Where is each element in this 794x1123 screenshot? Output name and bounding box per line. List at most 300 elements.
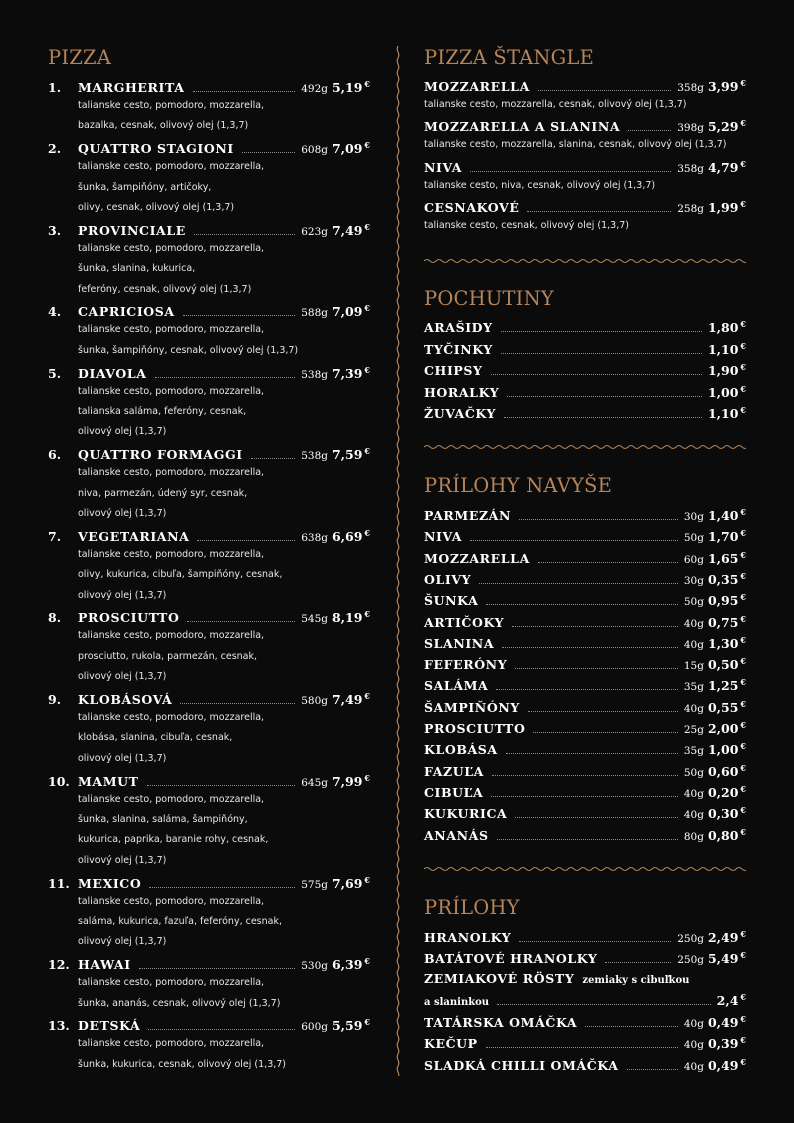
item-price: 0,95 €: [707, 592, 746, 609]
dot-leader: [538, 90, 671, 91]
item-price: 7,49 €: [331, 691, 370, 707]
euro-sign: €: [740, 741, 746, 752]
item-price: 1,30 €: [707, 634, 746, 651]
item-description: saláma, kukurica, fazuľa, feferóny, cesnak,: [78, 916, 282, 927]
item-weight: 608g: [301, 144, 328, 157]
menu-item-kecup: [424, 1035, 746, 1053]
euro-sign: €: [740, 698, 746, 709]
item-weight: 40g: [683, 617, 704, 630]
dot-leader: [139, 968, 296, 969]
item-name: TYČINKY: [424, 341, 493, 357]
euro-sign: €: [364, 140, 370, 151]
item-weight: 575g: [301, 878, 328, 891]
item-name: MOZZARELLA: [424, 79, 530, 94]
item-number: 6.: [48, 447, 62, 463]
item-price: 7,99 €: [331, 772, 370, 789]
navyse-item: [424, 741, 746, 759]
item-name: NIVA: [424, 529, 463, 545]
euro-sign: €: [364, 303, 370, 314]
euro-sign: €: [740, 762, 746, 773]
dot-leader: [470, 171, 671, 172]
navyse-item: [424, 635, 746, 653]
item-weight: 40g: [683, 787, 704, 800]
item-weight: 15g: [683, 660, 704, 673]
item-name: SLANINA: [424, 635, 495, 651]
euro-sign: €: [740, 677, 746, 688]
item-price: 1,00 €: [707, 383, 746, 400]
item-price: 2,49 €: [707, 929, 746, 945]
item-weight: 50g: [683, 596, 704, 609]
menu-item-zemiakove-rosty: [424, 971, 746, 989]
item-description: olivový olej (1,3,7): [78, 508, 167, 519]
item-name: VEGETARIANA: [78, 528, 190, 544]
item-name: MEXICO: [78, 875, 142, 891]
item-description: šunka, šampiňóny, artičoky,: [78, 181, 212, 193]
item-name: TATÁRSKA OMÁČKA: [424, 1015, 578, 1030]
euro-sign: €: [364, 527, 370, 538]
navyse-item: [424, 656, 746, 674]
item-description: olivy, cesnak, olivový olej (1,3,7): [78, 202, 235, 213]
item-name: KEČUP: [424, 1036, 478, 1051]
item-price: 0,60 €: [707, 762, 746, 779]
item-weight: 492g: [301, 83, 328, 95]
item-weight: 545g: [301, 613, 328, 626]
item-weight: 358g: [677, 82, 704, 94]
item-price: 1,99 €: [707, 199, 746, 215]
section-separator: [424, 443, 746, 451]
dot-leader: [242, 152, 295, 153]
item-weight: 250g: [677, 933, 704, 945]
item-price: 1,25 €: [707, 677, 746, 694]
item-price: 3,99 €: [707, 78, 746, 94]
stangle-heading: PIZZA ŠTANGLE: [424, 46, 595, 69]
euro-sign: €: [740, 805, 746, 816]
item-name: SLADKÁ CHILLI OMÁČKA: [424, 1058, 619, 1073]
item-name: PROSCIUTTO: [424, 721, 526, 736]
item-price: 6,39 €: [331, 956, 370, 973]
item-description: talianske cesto, cesnak, olivový olej (1,3,7): [424, 220, 629, 231]
euro-sign: €: [364, 874, 370, 885]
navyse-item: [424, 784, 746, 802]
menu-item-hranolky: [424, 929, 746, 947]
dot-leader: [502, 647, 678, 648]
item-note-cont: a slaninkou: [424, 997, 490, 1008]
item-weight: 538g: [301, 450, 328, 463]
item-name: CHIPSY: [424, 363, 483, 378]
item-name: DETSKÁ: [78, 1018, 141, 1034]
item-weight: 40g: [683, 1018, 704, 1030]
dot-leader: [507, 396, 702, 397]
item-description: talianske cesto, pomodoro, mozzarella,: [78, 712, 265, 723]
item-description: talianske cesto, pomodoro, mozzarella,: [78, 467, 265, 479]
column-divider: [396, 46, 400, 1076]
item-name: KUKURICA: [424, 806, 508, 822]
item-name: CESNAKOVÉ: [424, 200, 520, 215]
item-number: 12.: [48, 957, 70, 973]
item-description: talianske cesto, niva, cesnak, olivový olej (1,3,7): [424, 180, 656, 191]
item-description: talianske cesto, pomodoro, mozzarella,: [78, 324, 265, 336]
menu-item-tatarska: [424, 1014, 746, 1032]
navyse-item: [424, 507, 746, 525]
dot-leader: [528, 711, 678, 712]
item-number: 5.: [48, 365, 62, 381]
item-weight: 35g: [683, 745, 704, 758]
dot-leader: [506, 753, 678, 754]
item-price: 7,09 €: [331, 140, 370, 157]
item-price: 1,80 €: [707, 319, 746, 335]
dot-leader: [149, 887, 295, 888]
item-price: 7,69 €: [331, 874, 370, 891]
item-description: talianske cesto, pomodoro, mozzarella,: [78, 630, 265, 642]
stangle-item: [424, 199, 746, 217]
item-description: feferóny, cesnak, olivový olej (1,3,7): [78, 283, 252, 295]
euro-sign: €: [740, 992, 746, 1002]
item-price: 0,20 €: [707, 783, 746, 800]
stangle-item: [424, 118, 746, 136]
item-description: šunka, slanina, saláma, šampiňóny,: [78, 814, 248, 825]
item-name: ZEMIAKOVÉ RÖSTY: [424, 971, 575, 986]
item-price: 8,19 €: [331, 609, 370, 626]
euro-sign: €: [364, 609, 370, 620]
item-weight: 35g: [683, 681, 704, 694]
dot-leader: [470, 540, 678, 541]
pochutiny-heading: POCHUTINY: [424, 287, 554, 310]
dot-leader: [538, 562, 678, 563]
item-price: 0,35 €: [707, 570, 746, 587]
navyse-item: [424, 805, 746, 823]
euro-sign: €: [740, 613, 746, 624]
item-description: klobása, slanina, cibuľa, cesnak,: [78, 732, 233, 744]
item-description: talianske cesto, pomodoro, mozzarella,: [78, 1038, 265, 1050]
item-name: ANANÁS: [424, 827, 489, 843]
item-price: 0,39 €: [707, 1035, 746, 1051]
dot-leader: [497, 1004, 711, 1005]
item-price: 0,49 €: [707, 1057, 746, 1073]
item-weight: 50g: [683, 766, 704, 779]
dot-leader: [497, 839, 678, 840]
item-description: olivový olej (1,3,7): [78, 671, 167, 683]
section-separator: [424, 257, 746, 265]
item-number: 4.: [48, 304, 62, 320]
item-weight: 623g: [301, 225, 328, 238]
dot-leader: [628, 130, 671, 131]
euro-sign: €: [364, 79, 370, 89]
stangle-item: [424, 159, 746, 177]
item-price: 1,10 €: [707, 340, 746, 357]
dot-leader: [492, 775, 678, 776]
euro-sign: €: [364, 364, 370, 375]
dot-leader: [515, 817, 678, 818]
item-name: BATÁTOVÉ HRANOLKY: [424, 951, 598, 966]
item-name: CIBUĽA: [424, 784, 484, 800]
pizza-item: [48, 609, 370, 627]
item-description: talianske cesto, mozzarella, slanina, cesnak, olivový olej (1,3,7): [424, 139, 727, 150]
item-note: zemiaky s cibuľkou: [582, 975, 690, 986]
dot-leader: [501, 353, 702, 354]
item-description: talianska saláma, feferóny, cesnak,: [78, 406, 247, 417]
item-description: olivový olej (1,3,7): [78, 936, 167, 948]
dot-leader: [486, 1047, 678, 1048]
item-price: 7,09 €: [331, 303, 370, 320]
navyse-item: [424, 677, 746, 695]
item-description: talianske cesto, pomodoro, mozzarella,: [78, 548, 265, 560]
item-number: 2.: [48, 141, 62, 157]
dot-leader: [504, 417, 702, 418]
euro-sign: €: [740, 592, 746, 603]
pizza-item: [48, 446, 370, 464]
item-weight: 530g: [301, 960, 328, 973]
item-number: 10.: [48, 773, 70, 789]
item-price: 2,4 €: [716, 992, 746, 1008]
item-price: 0,49 €: [707, 1014, 746, 1030]
dot-leader: [183, 315, 296, 316]
item-description: olivy, kukurica, cibuľa, šampiňóny, cesnak,: [78, 569, 283, 581]
item-description: olivový olej (1,3,7): [78, 854, 167, 866]
item-description: talianske cesto, pomodoro, mozzarella,: [78, 161, 265, 173]
item-weight: 538g: [301, 368, 328, 381]
item-description: šunka, kukurica, cesnak, olivový olej (1,3,7): [78, 1058, 287, 1070]
item-price: 1,00 €: [707, 741, 746, 758]
item-weight: 40g: [683, 702, 704, 715]
dot-leader: [585, 1026, 678, 1027]
euro-sign: €: [740, 159, 746, 169]
item-number: 9.: [48, 692, 62, 707]
pizza-item: [48, 1017, 370, 1035]
navyse-item: [424, 571, 746, 589]
menu-item-chilli: [424, 1057, 746, 1075]
navyse-item: [424, 550, 746, 568]
item-price: 1,70 €: [707, 528, 746, 545]
item-description: prosciutto, rukola, parmezán, cesnak,: [78, 650, 258, 662]
euro-sign: €: [740, 1035, 746, 1045]
pizza-item: [48, 691, 370, 709]
dot-leader: [155, 377, 296, 378]
menu-item-batatove-hranolky: [424, 950, 746, 968]
item-description: talianske cesto, pomodoro, mozzarella,: [78, 385, 265, 397]
item-weight: 40g: [683, 638, 704, 651]
item-name: QUATTRO STAGIONI: [78, 141, 234, 157]
pizza-item: [48, 222, 370, 240]
euro-sign: €: [740, 656, 746, 667]
item-description: kukurica, paprika, baranie rohy, cesnak,: [78, 834, 269, 846]
item-name: DIAVOLA: [78, 365, 147, 381]
item-description: olivový olej (1,3,7): [78, 426, 167, 438]
prilohy-navyse-heading: PRÍLOHY NAVYŠE: [424, 474, 613, 497]
item-number: 8.: [48, 610, 62, 626]
item-name: ARAŠIDY: [424, 320, 493, 335]
item-number: 7.: [48, 528, 62, 544]
item-name: ARTIČOKY: [424, 614, 505, 630]
item-weight: 50g: [683, 532, 704, 545]
item-description: talianske cesto, pomodoro, mozzarella,: [78, 793, 265, 805]
dot-leader: [147, 785, 296, 786]
dot-leader: [533, 732, 677, 733]
navyse-item: [424, 528, 746, 546]
item-weight: 30g: [683, 511, 704, 523]
item-weight: 40g: [683, 809, 704, 822]
euro-sign: €: [740, 118, 746, 128]
item-name: HAWAI: [78, 957, 131, 973]
item-name: HRANOLKY: [424, 930, 512, 945]
item-price: 5,29 €: [707, 118, 746, 134]
euro-sign: €: [740, 528, 746, 539]
item-name: FAZUĽA: [424, 763, 484, 779]
item-price: 6,69 €: [331, 527, 370, 544]
dot-leader: [519, 941, 671, 942]
euro-sign: €: [740, 929, 746, 939]
pizza-item: [48, 79, 370, 97]
item-number: 3.: [48, 222, 62, 238]
dot-leader: [491, 796, 678, 797]
euro-sign: €: [740, 549, 746, 560]
pochutiny-item: [424, 405, 746, 423]
item-weight: 588g: [301, 307, 328, 320]
item-weight: 645g: [301, 776, 328, 789]
dot-leader: [194, 234, 295, 235]
item-description: bazalka, cesnak, olivový olej (1,3,7): [78, 120, 249, 132]
pizza-item: [48, 365, 370, 383]
item-weight: 600g: [301, 1021, 328, 1034]
item-weight: 638g: [301, 531, 328, 544]
euro-sign: €: [740, 720, 746, 730]
pochutiny-item: [424, 362, 746, 380]
dot-leader: [486, 604, 677, 605]
item-price: 5,49 €: [707, 950, 746, 966]
dot-leader: [187, 621, 295, 622]
navyse-item: [424, 827, 746, 845]
euro-sign: €: [740, 570, 746, 581]
euro-sign: €: [364, 1017, 370, 1028]
item-weight: 250g: [677, 954, 704, 966]
item-name: QUATTRO FORMAGGI: [78, 447, 243, 463]
euro-sign: €: [740, 362, 746, 372]
euro-sign: €: [740, 340, 746, 351]
item-price: 4,79 €: [707, 159, 746, 175]
dot-leader: [496, 689, 678, 690]
pizza-item: [48, 528, 370, 546]
item-description: talianske cesto, pomodoro, mozzarella,: [78, 977, 265, 989]
item-weight: 40g: [683, 1061, 704, 1073]
pochutiny-item: [424, 319, 746, 337]
pizza-item: [48, 303, 370, 321]
item-weight: 258g: [677, 203, 704, 215]
dot-leader: [180, 703, 295, 704]
navyse-item: [424, 763, 746, 781]
item-price: 2,00 €: [707, 720, 746, 736]
item-name: MOZZARELLA A SLANINA: [424, 119, 621, 134]
navyse-item: [424, 720, 746, 738]
item-weight: 358g: [677, 163, 704, 175]
pizza-item: [48, 956, 370, 974]
item-name: KLOBÁSA: [424, 742, 498, 758]
dot-leader: [251, 458, 296, 459]
navyse-item: [424, 614, 746, 632]
prilohy-heading: PRÍLOHY: [424, 896, 520, 919]
navyse-item: [424, 699, 746, 717]
navyse-item: [424, 592, 746, 610]
item-price: 7,59 €: [331, 446, 370, 463]
item-price: 0,50 €: [707, 656, 746, 673]
euro-sign: €: [740, 950, 746, 960]
euro-sign: €: [740, 1057, 746, 1067]
dot-leader: [515, 668, 678, 669]
item-weight: 30g: [683, 574, 704, 587]
item-description: olivový olej (1,3,7): [78, 589, 167, 601]
euro-sign: €: [740, 1014, 746, 1024]
euro-sign: €: [740, 199, 746, 209]
item-name: NIVA: [424, 160, 463, 175]
pochutiny-item: [424, 341, 746, 359]
item-name: FEFERÓNY: [424, 657, 508, 673]
item-description: šunka, ananás, cesnak, olivový olej (1,3,7): [78, 997, 281, 1009]
euro-sign: €: [740, 319, 746, 329]
item-price: 7,49 €: [331, 221, 370, 238]
menu-item-zemiakove-rosty-cont: [424, 992, 746, 1010]
item-description: talianske cesto, pomodoro, mozzarella,: [78, 100, 265, 111]
item-weight: 40g: [683, 1039, 704, 1051]
item-price: 7,39 €: [331, 364, 370, 381]
euro-sign: €: [740, 507, 746, 517]
pizza-item: [48, 875, 370, 893]
item-price: 1,90 €: [707, 362, 746, 378]
item-description: niva, parmezán, údený syr, cesnak,: [78, 487, 248, 499]
euro-sign: €: [740, 826, 746, 837]
euro-sign: €: [364, 956, 370, 967]
euro-sign: €: [364, 772, 370, 783]
dot-leader: [148, 1029, 295, 1030]
dot-leader: [491, 374, 702, 375]
euro-sign: €: [740, 405, 746, 415]
item-name: OLIVY: [424, 571, 472, 587]
item-name: CAPRICIOSA: [78, 304, 175, 320]
item-name: MOZZARELLA: [424, 550, 530, 566]
dot-leader: [512, 626, 678, 627]
item-weight: 398g: [677, 122, 704, 134]
item-description: olivový olej (1,3,7): [78, 752, 167, 764]
item-name: PARMEZÁN: [424, 508, 511, 523]
item-price: 5,59 €: [331, 1017, 370, 1034]
stangle-item: [424, 78, 746, 96]
item-weight: 580g: [301, 695, 328, 707]
dot-leader: [627, 1069, 678, 1070]
item-number: 13.: [48, 1018, 70, 1034]
dot-leader: [479, 583, 678, 584]
item-name: SALÁMA: [424, 678, 489, 694]
item-weight: 80g: [683, 830, 704, 843]
item-price: 0,55 €: [707, 698, 746, 715]
dot-leader: [193, 91, 296, 92]
item-name: ŠAMPIŇÓNY: [424, 699, 520, 715]
pizza-item: [48, 773, 370, 791]
item-description: šunka, šampiňóny, cesnak, olivový olej (1,3,7): [78, 344, 299, 356]
item-price: 0,75 €: [707, 613, 746, 630]
euro-sign: €: [740, 383, 746, 394]
dot-leader: [605, 962, 671, 963]
euro-sign: €: [740, 634, 746, 645]
item-name: HORALKY: [424, 384, 500, 400]
item-price: 1,40 €: [707, 507, 746, 523]
item-name: MAMUT: [78, 773, 139, 789]
dot-leader: [527, 211, 671, 212]
item-number: 11.: [48, 875, 70, 891]
pizza-item: [48, 140, 370, 158]
item-weight: 60g: [683, 553, 704, 566]
item-name: PROSCIUTTO: [78, 610, 180, 626]
euro-sign: €: [364, 221, 370, 232]
pochutiny-item: [424, 384, 746, 402]
item-name: MARGHERITA: [78, 80, 185, 95]
dot-leader: [501, 331, 702, 332]
